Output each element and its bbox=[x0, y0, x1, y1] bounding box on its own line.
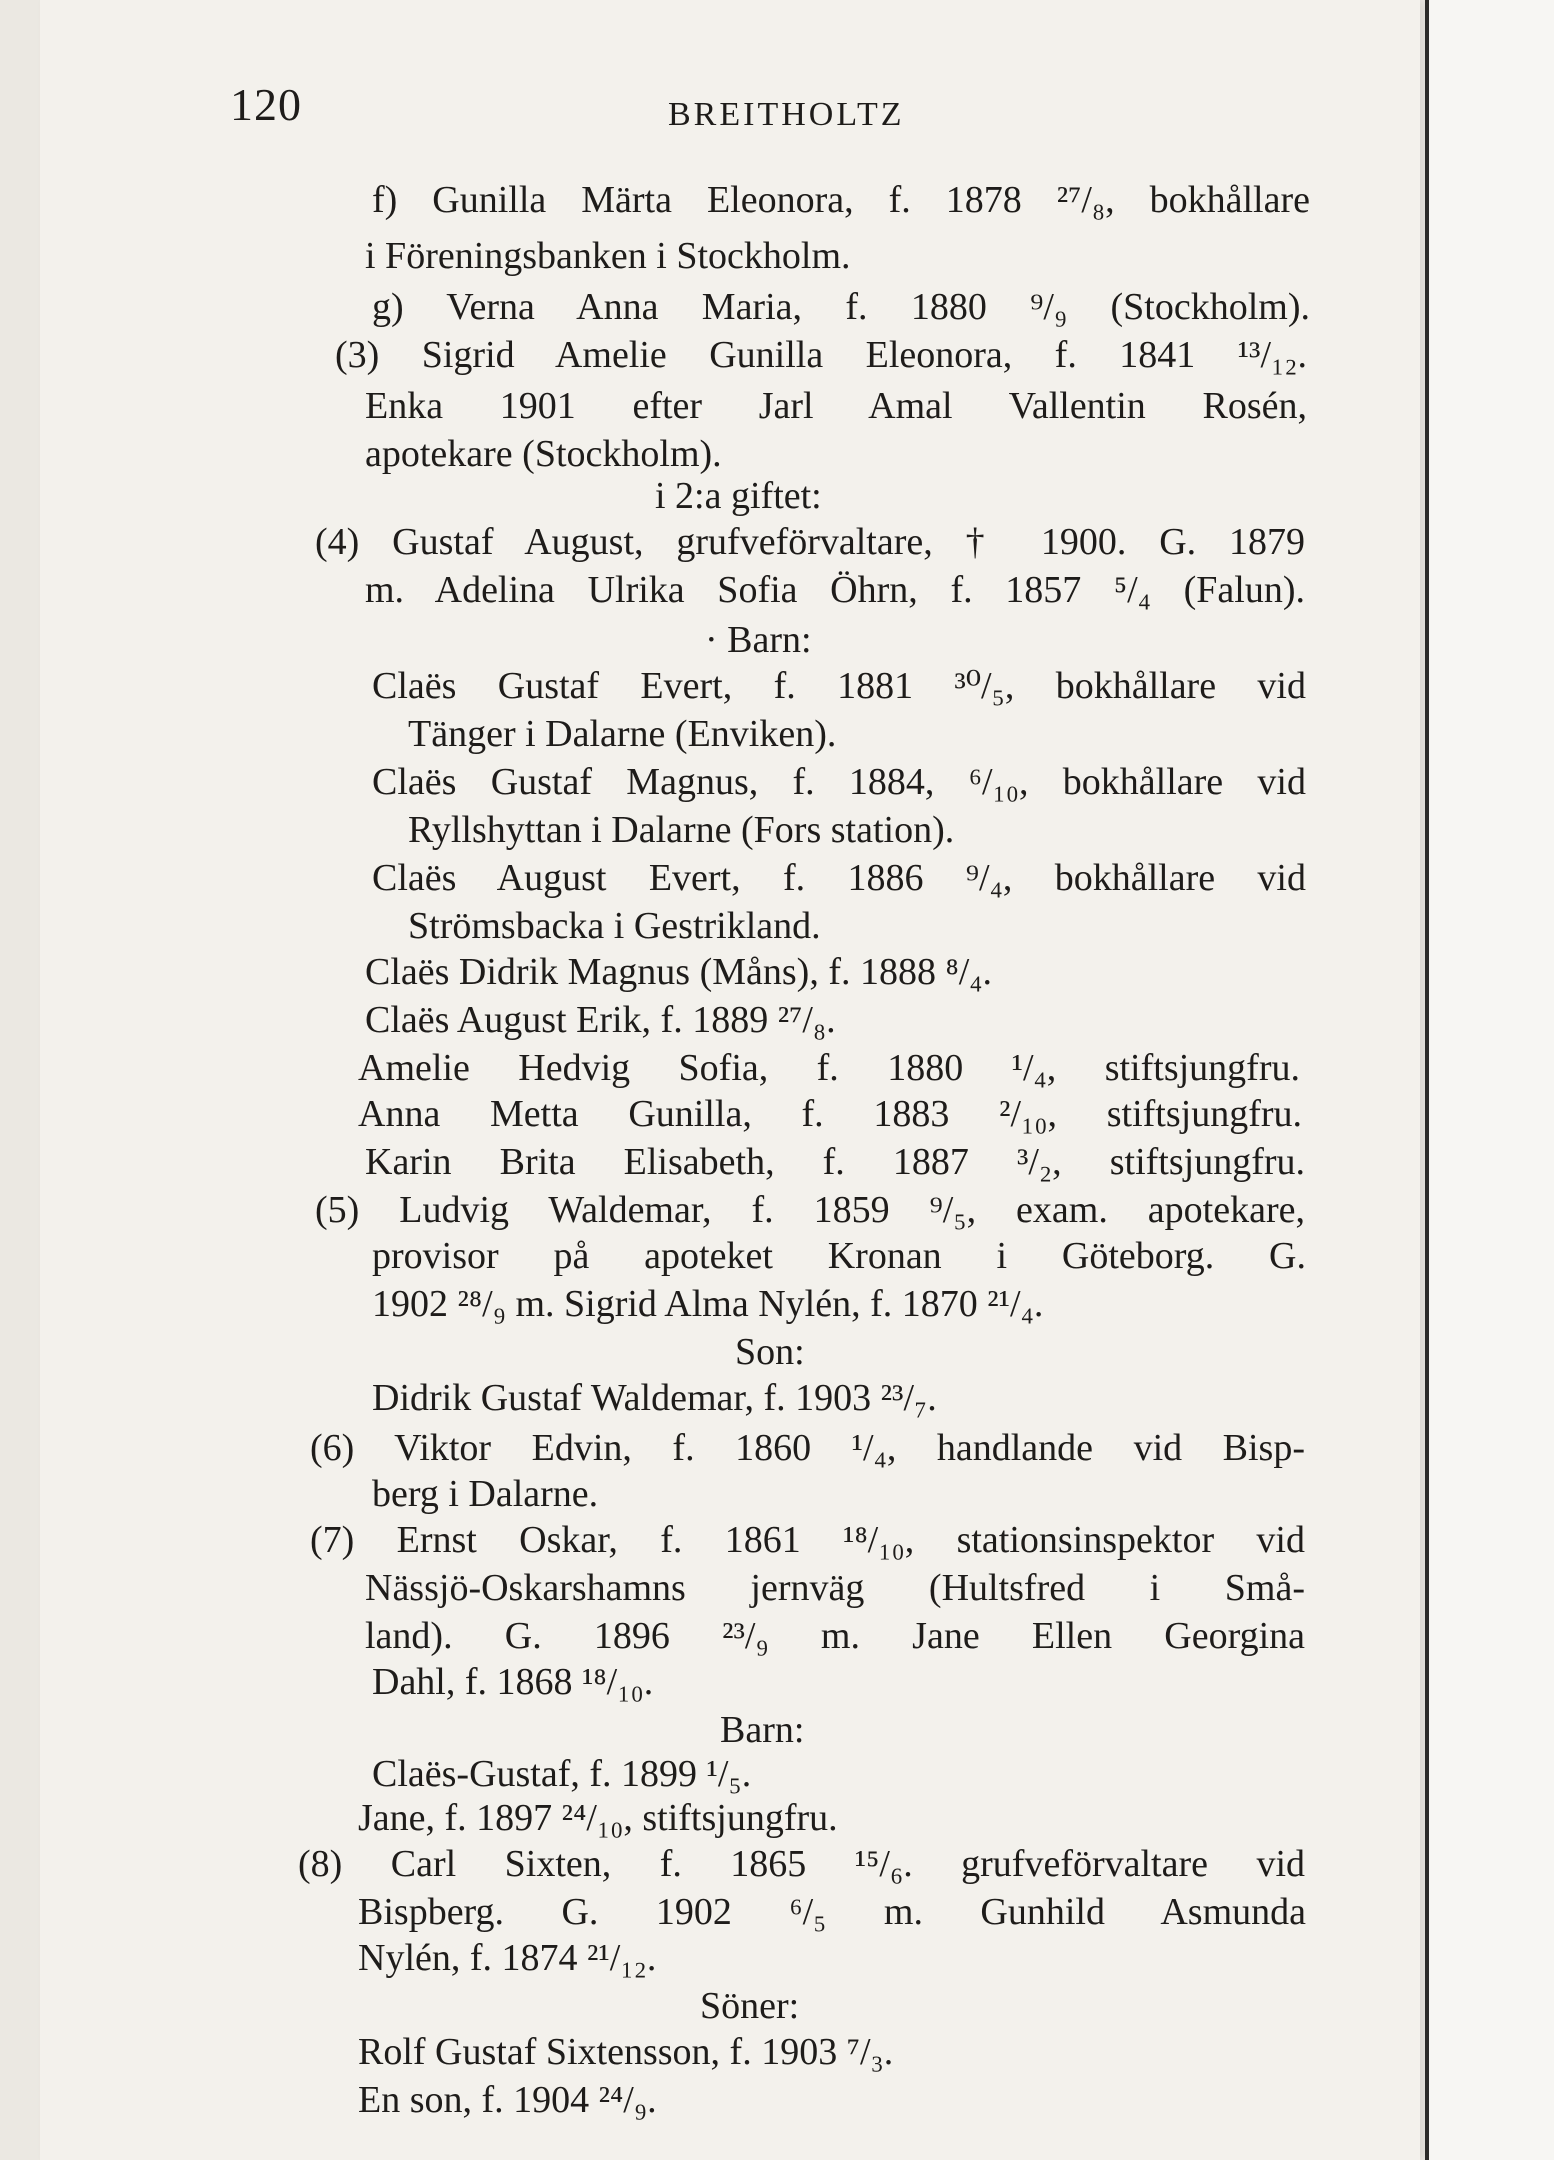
text-line: (7) Ernst Oskar, f. 1861 ¹⁸/₁₀, stationsinspektor vid bbox=[310, 1519, 1305, 1561]
text-line: (4) Gustaf August, grufveförvaltare, † 1900. G. 1879 bbox=[315, 521, 1305, 563]
text-line: f) Gunilla Märta Eleonora, f. 1878 ²⁷/₈, bokhållare bbox=[372, 179, 1310, 221]
text-line: Nylén, f. 1874 ²¹/₁₂. bbox=[358, 1937, 657, 1979]
text-line: Ryllshyttan i Dalarne (Fors station). bbox=[408, 809, 955, 851]
text-line: i Föreningsbanken i Stockholm. bbox=[365, 235, 851, 277]
text-line: 1902 ²⁸/₉ m. Sigrid Alma Nylén, f. 1870 ²¹/₄. bbox=[372, 1283, 1044, 1325]
text-line: i 2:a giftet: bbox=[655, 475, 822, 517]
text-line: En son, f. 1904 ²⁴/₉. bbox=[358, 2079, 657, 2121]
text-line: Enka 1901 efter Jarl Amal Vallentin Rosén, bbox=[365, 385, 1307, 427]
text-line: Nässjö-Oskarshamns jernväg (Hultsfred i Små- bbox=[365, 1567, 1305, 1609]
text-line: Rolf Gustaf Sixtensson, f. 1903 ⁷/₃. bbox=[358, 2031, 894, 2073]
text-line: (3) Sigrid Amelie Gunilla Eleonora, f. 1841 ¹³/₁₂. bbox=[335, 334, 1307, 376]
text-line: Claës Gustaf Magnus, f. 1884, ⁶/₁₀, bokhållare vid bbox=[372, 761, 1306, 803]
text-line: Anna Metta Gunilla, f. 1883 ²/₁₀, stiftsjungfru. bbox=[358, 1093, 1302, 1135]
text-line: land). G. 1896 ²³/₉ m. Jane Ellen Georgina bbox=[365, 1615, 1305, 1657]
text-line: Söner: bbox=[700, 1985, 800, 2027]
text-line: provisor på apoteket Kronan i Göteborg. G. bbox=[372, 1235, 1306, 1277]
text-line: Claës August Erik, f. 1889 ²⁷/₈. bbox=[365, 999, 836, 1041]
text-line: Claës August Evert, f. 1886 ⁹/₄, bokhållare vid bbox=[372, 857, 1306, 899]
text-line: (5) Ludvig Waldemar, f. 1859 ⁹/₅, exam. apotekare, bbox=[315, 1189, 1305, 1231]
text-line: Claës Gustaf Evert, f. 1881 ³⁰/₅, bokhållare vid bbox=[372, 665, 1306, 707]
text-line: m. Adelina Ulrika Sofia Öhrn, f. 1857 ⁵/₄ (Falun). bbox=[365, 569, 1305, 611]
text-line: apotekare (Stockholm). bbox=[365, 433, 722, 475]
running-head: BREITHOLTZ bbox=[668, 96, 905, 133]
text-line: Claës-Gustaf, f. 1899 ¹/₅. bbox=[372, 1753, 752, 1795]
text-line: g) Verna Anna Maria, f. 1880 ⁹/₉ (Stockholm). bbox=[372, 286, 1310, 328]
text-line: Son: bbox=[735, 1331, 805, 1373]
text-line: Amelie Hedvig Sofia, f. 1880 ¹/₄, stiftsjungfru. bbox=[358, 1047, 1300, 1089]
text-line: Dahl, f. 1868 ¹⁸/₁₀. bbox=[372, 1661, 654, 1703]
text-line: · Barn: bbox=[705, 619, 812, 661]
text-line: Tänger i Dalarne (Enviken). bbox=[408, 713, 837, 755]
text-line: (8) Carl Sixten, f. 1865 ¹⁵/₆. grufveförvaltare vid bbox=[298, 1843, 1305, 1885]
text-line: Claës Didrik Magnus (Måns), f. 1888 ⁸/₄. bbox=[365, 951, 993, 993]
text-line: Strömsbacka i Gestrikland. bbox=[408, 905, 821, 947]
text-line: Jane, f. 1897 ²⁴/₁₀, stiftsjungfru. bbox=[358, 1797, 838, 1839]
text-line: Karin Brita Elisabeth, f. 1887 ³/₂, stiftsjungfru. bbox=[365, 1141, 1305, 1183]
text-line: Didrik Gustaf Waldemar, f. 1903 ²³/₇. bbox=[372, 1377, 937, 1419]
text-line: berg i Dalarne. bbox=[372, 1473, 599, 1515]
text-line: Barn: bbox=[720, 1709, 805, 1751]
page-number: 120 bbox=[230, 79, 302, 130]
text-line: (6) Viktor Edvin, f. 1860 ¹/₄, handlande vid Bisp- bbox=[310, 1427, 1305, 1469]
text-line: Bispberg. G. 1902 ⁶/₅ m. Gunhild Asmunda bbox=[358, 1891, 1306, 1933]
